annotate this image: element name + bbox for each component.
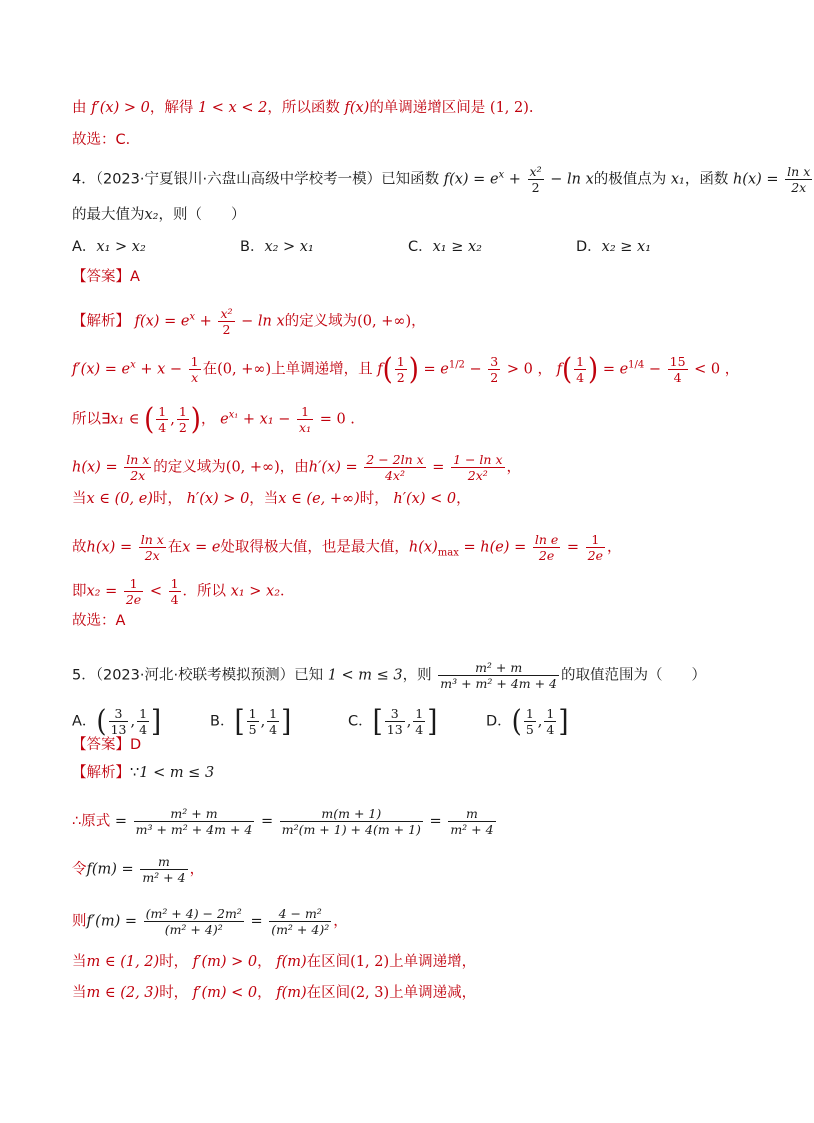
math: > 0 ， — [506, 361, 552, 378]
math: = 0 . — [319, 411, 355, 428]
text: ，则（ ） — [158, 207, 246, 223]
text: ，由 — [279, 459, 309, 476]
fraction: $\frac{m}{\text{m² + 4}}$ — [450, 806, 494, 837]
analysis-line-condition — [72, 766, 214, 781]
math: f(m) — [276, 985, 307, 1001]
math: = — [250, 913, 263, 930]
text: 在区间 — [306, 985, 351, 1001]
fraction: $\frac{15}{4}$ — [669, 354, 686, 385]
math: x ∈ (e, +∞) — [278, 491, 360, 507]
fraction: $\frac{\text{x²}}{2}$ — [220, 306, 233, 337]
math: + — [199, 313, 212, 330]
fraction: $\frac{1}{2}$ — [178, 404, 187, 435]
math: f′(x) > 0 — [91, 100, 150, 116]
text: 的最大值为 — [72, 207, 145, 223]
text: 的单调递增区间是 — [369, 100, 486, 116]
text: 上单调递减， — [389, 985, 477, 1001]
math: − ln x — [241, 313, 285, 330]
math: x₁ > x₂ — [230, 583, 281, 600]
math: f(x) — [344, 100, 370, 116]
text: ．所以 — [182, 583, 227, 600]
question-source: （2023·河北·校联考模拟预测）已知 — [95, 667, 324, 684]
answer-label-q5: 【答案】D — [72, 737, 142, 753]
math: < — [149, 583, 162, 600]
math: + — [508, 171, 521, 188]
question-number: 5． — [72, 667, 96, 684]
math: 1 < x < 2 — [197, 100, 268, 116]
text: ． — [280, 583, 295, 600]
analysis-line-domain — [72, 306, 426, 337]
text: 时， — [359, 491, 389, 507]
math: x — [130, 359, 136, 371]
fraction: $\frac{m(m + 1)}{\text{m²(m + 1) + 4(m + 1)}}$ — [281, 806, 421, 837]
text: ，所以函数 — [267, 100, 340, 116]
analysis-tag: 【解析】 — [72, 765, 130, 781]
math: f′(m) = — [86, 913, 137, 930]
text: 时， — [159, 954, 189, 970]
math: − — [469, 361, 482, 378]
math: h′(x) = — [308, 459, 358, 476]
text: 的定义域为 — [153, 459, 226, 476]
analysis-line-decreasing — [72, 986, 476, 1001]
math: x₂ — [144, 207, 159, 223]
math: − ln x — [550, 171, 594, 188]
option-d: D．( $\frac{1}{5}$ , $\frac{1}{4}$ ] — [486, 704, 569, 739]
text: 的定义域为 — [284, 313, 358, 330]
question-5-options — [72, 706, 569, 737]
solution-line-increasing-interval — [72, 101, 534, 116]
option-d: D．x₂ ≥ x₁ — [576, 239, 652, 255]
question-number: 4． — [72, 171, 96, 188]
fraction: $\frac{\text{1 − ln x}}{\text{2x²}}$ — [453, 452, 503, 483]
fraction: $\frac{3}{2}$ — [490, 354, 499, 385]
math: (1, 2) — [350, 954, 390, 970]
math: x — [498, 169, 505, 181]
option-b: B．x₂ > x₁ — [240, 239, 314, 255]
text: ， — [607, 539, 622, 556]
math: + x₁ − — [242, 411, 291, 428]
math: (2, 3) — [350, 985, 390, 1001]
fraction: $\frac{m}{\text{m² + 4}}$ — [142, 854, 186, 885]
option-a: A．x₁ > x₂ — [72, 239, 146, 255]
math: x — [189, 311, 196, 323]
math: h′(x) > 0 — [186, 491, 250, 507]
math: (0, +∞) — [357, 313, 412, 330]
math: = — [429, 813, 442, 830]
math: x₁ ∈ — [110, 411, 140, 428]
math: (1, 2) — [489, 100, 529, 116]
math: max — [437, 547, 459, 559]
analysis-line-h-domain — [72, 452, 521, 483]
fraction: $\frac{\text{(m² + 4) − 2m²}}{\text{(m² + 4)²}}$ — [145, 906, 242, 937]
text: ， — [257, 954, 272, 970]
text: 处取得极大值，也是最大值， — [220, 539, 409, 556]
math: (0, +∞) — [217, 361, 272, 378]
math: 1/2 — [448, 359, 465, 371]
fraction: $\frac{\text{x²}}{2}$ — [529, 164, 542, 195]
text: 时， — [152, 491, 182, 507]
text: 即 — [72, 583, 87, 600]
analysis-tag: 【解析】 — [72, 313, 130, 330]
text: . — [528, 100, 534, 116]
math: h(x) = — [732, 171, 779, 188]
math: f(m) — [276, 954, 307, 970]
fraction: $\frac{1}{4}$ — [158, 404, 167, 435]
fraction: $\frac{\text{2 − 2ln x}}{\text{4x²}}$ — [366, 452, 424, 483]
fraction: $\frac{\text{ln x}}{2x}$ — [787, 164, 811, 195]
text: ，则 — [402, 667, 432, 684]
analysis-line-f-derivative — [72, 906, 348, 937]
fraction: $\frac{1}{\text{x₁}}$ — [299, 404, 312, 435]
math: m ∈ (1, 2) — [86, 954, 160, 970]
math: e — [220, 411, 229, 428]
text: 所以∃ — [72, 411, 111, 428]
text: 在 — [202, 361, 218, 378]
text: ，解得 — [149, 100, 194, 116]
question-4-stem — [72, 164, 814, 195]
math: f′(x) = e — [72, 361, 131, 378]
text: ， — [257, 985, 272, 1001]
math: f(x) = e — [134, 313, 190, 330]
math: = — [114, 813, 127, 830]
analysis-line-conclusion — [72, 576, 295, 607]
text: ， — [189, 861, 205, 878]
math: h′(x) < 0 — [393, 491, 457, 507]
math: x₁ — [670, 171, 685, 188]
text: 的取值范围为（ ） — [561, 667, 707, 684]
math: x = e — [182, 539, 221, 556]
math: = — [260, 813, 274, 830]
answer-choice-line-q4: 故选：A — [72, 613, 126, 629]
math: x₁ — [228, 409, 239, 421]
analysis-line-derivative: $f'(x) = e^x + x$ − $\frac{1}{x}$ 在(0, +∞)上单调递增，且 f( $\frac{1}{2}$ ) = $e^{1/2}$ − $\frac{3}{2}$ > 0 ， f( $\frac{1}{4}$ ) = $e^{1/4}$ − $\frac{15}{4}$ < 0 ， — [72, 352, 740, 387]
fraction: $\frac{1}{x}$ — [190, 354, 199, 385]
fraction: $\frac{1}{2e}$ — [125, 576, 142, 607]
text: 时， — [159, 985, 189, 1001]
math: = — [432, 459, 445, 476]
text: ， — [333, 913, 348, 930]
math: + x − — [140, 361, 183, 378]
math: = e — [423, 361, 449, 378]
text: 在区间 — [306, 954, 351, 970]
math: f — [556, 361, 562, 378]
question-5-stem — [72, 660, 706, 691]
text: ， — [456, 491, 471, 507]
math: h(x) — [408, 539, 438, 556]
math: = e — [602, 361, 629, 378]
math: m ∈ (2, 3) — [86, 985, 160, 1001]
math: < 0 ， — [694, 361, 740, 378]
math: x ∈ (0, e) — [86, 491, 153, 507]
analysis-line-increasing — [72, 955, 476, 970]
math: − — [648, 361, 662, 378]
math: f(m) = — [86, 861, 134, 878]
text: ∴原式 — [72, 813, 111, 830]
math: f′(m) < 0 — [192, 985, 258, 1001]
text: 令 — [72, 861, 87, 878]
math: h(x) = — [86, 539, 133, 556]
answer-label-q4: 【答案】A — [72, 269, 140, 285]
text: 由 — [72, 100, 87, 116]
option-a: A．( $\frac{3}{13}$ , $\frac{1}{4}$ ] — [72, 704, 162, 739]
fraction: $\frac{\text{ln e}}{2e}$ — [534, 532, 559, 563]
fraction: $\frac{\text{ln x}}{2x}$ — [140, 532, 164, 563]
fraction: $\frac{1}{4}$ — [170, 576, 179, 607]
text: ， — [200, 411, 216, 428]
text: 上单调递增， — [389, 954, 477, 970]
text: ，当 — [249, 491, 279, 507]
analysis-line-define-f — [72, 854, 204, 885]
math: f — [377, 361, 383, 378]
question-source: （2023·宁夏银川·六盘山高级中学校考一模）已知函数 — [95, 171, 440, 188]
text: ， — [506, 459, 522, 476]
analysis-line-simplify — [72, 806, 498, 837]
text: 当 — [72, 954, 87, 970]
option-b: B．[ $\frac{1}{5}$ , $\frac{1}{4}$ ] — [210, 704, 292, 739]
text: 在 — [167, 539, 183, 556]
fraction: $\frac{\text{4 − m²}}{\text{(m² + 4)²}}$ — [271, 906, 330, 937]
fraction: $\frac{\text{m² + m}}{\text{m³ + m² + 4m + 4}}$ — [135, 806, 253, 837]
question-4-stem-cont — [72, 208, 246, 223]
math: (0, +∞) — [225, 459, 280, 476]
math: 1/4 — [628, 359, 645, 371]
math: f′(m) > 0 — [192, 954, 258, 970]
fraction: $\frac{1}{4}$ — [576, 354, 585, 385]
fraction: $\frac{1}{2e}$ — [587, 532, 603, 563]
fraction: $\frac{\text{m² + m}}{\text{m³ + m² + 4m + 4}}$ — [440, 660, 558, 691]
fraction: $\frac{1}{2}$ — [396, 354, 405, 385]
analysis-line-exists-x1: 所以∃x₁ ∈ ( $\frac{1}{4}$ , $\frac{1}{2}$ )， $e^{x_1} + x_1$ − $\frac{1}{\text{x₁}}$ = 0 . — [72, 402, 355, 437]
text: 当 — [72, 985, 87, 1001]
text: ，函数 — [684, 171, 729, 188]
fraction: $\frac{\text{ln x}}{2x}$ — [126, 452, 150, 483]
text: 上单调递增，且 — [271, 361, 373, 378]
math: 1 < m ≤ 3 — [327, 667, 403, 684]
question-4-options — [72, 240, 651, 255]
math: 1 < m ≤ 3 — [139, 765, 215, 781]
answer-choice-line: 故选：C． — [72, 132, 141, 148]
text: 故 — [72, 539, 87, 556]
analysis-line-monotonic — [72, 492, 471, 507]
math: x₂ = — [86, 583, 118, 600]
text: 当 — [72, 491, 87, 507]
math: h(x) = — [72, 459, 118, 476]
text: ， — [411, 313, 426, 330]
math: ∵ — [130, 765, 140, 781]
option-c: C．x₁ ≥ x₂ — [408, 239, 482, 255]
text: 的极值点为 — [593, 171, 667, 188]
text: 则 — [72, 913, 87, 930]
option-c: C．[ $\frac{3}{13}$ , $\frac{1}{4}$ ] — [348, 704, 438, 739]
math: f(x) = e — [443, 171, 499, 188]
math: = h(e) = — [463, 539, 527, 556]
math: = — [566, 539, 580, 556]
analysis-line-max — [72, 532, 622, 563]
